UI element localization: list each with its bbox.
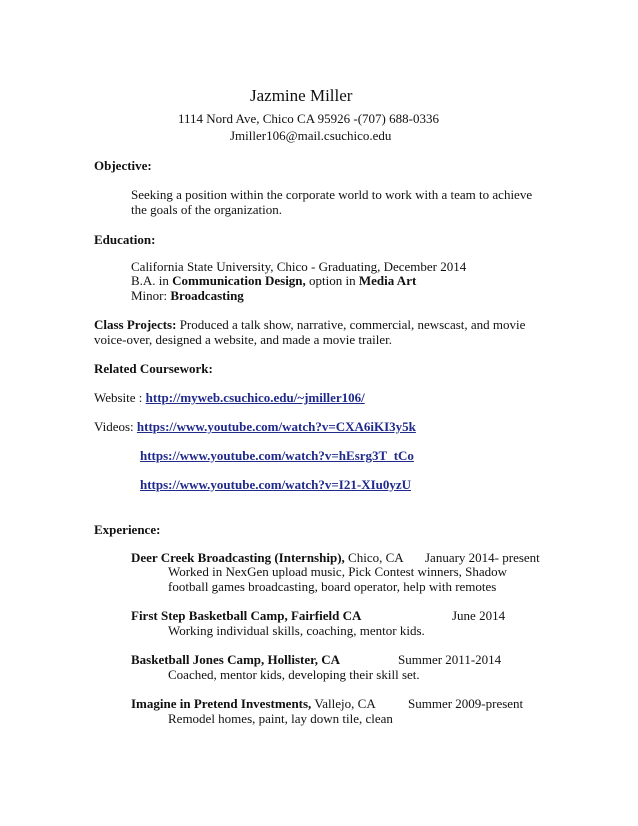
education-degree — [131, 273, 416, 289]
minor-value: Broadcasting — [170, 288, 244, 303]
video-link-2-row — [140, 448, 414, 464]
class-projects-heading: Class Projects: — [94, 317, 177, 332]
job-4-detail-1: Remodel homes, paint, lay down tile, clean — [168, 711, 393, 726]
website-label: Website : — [94, 390, 146, 405]
video-link-1[interactable]: https://www.youtube.com/watch?v=CXA6iKI3y5k — [136, 419, 416, 434]
job-1-detail-2: football games broadcasting, board operator, help with remotes — [168, 579, 497, 594]
education-heading: Education: — [94, 232, 156, 247]
job-1-title: Deer Creek Broadcasting (Internship), — [131, 550, 345, 565]
degree-major: Communication Design, — [172, 273, 306, 288]
resume-name: Jazmine Miller — [250, 86, 353, 105]
job-4-dates: Summer 2009-present — [408, 696, 524, 711]
job-3-detail-1: Coached, mentor kids, developing their skill set. — [168, 667, 420, 682]
job-1-dates: January 2014- present — [425, 550, 540, 565]
experience-heading: Experience: — [94, 522, 161, 537]
job-3-title: Basketball Jones Camp, Hollister, CA — [131, 652, 340, 667]
job-2-title-line — [131, 608, 361, 624]
degree-option-label: option in — [305, 273, 359, 288]
videos-line — [94, 419, 416, 435]
job-2-dates: June 2014 — [452, 608, 506, 623]
job-1-detail-1: Worked in NexGen upload music, Pick Contest winners, Shadow — [168, 564, 508, 579]
education-minor — [131, 288, 244, 304]
education-school: California State University, Chico - Graduating, December 2014 — [131, 259, 467, 274]
job-3-title-line — [131, 652, 340, 668]
email-line: Jmiller106@mail.csuchico.edu — [230, 128, 392, 143]
job-3-dates: Summer 2011-2014 — [398, 652, 502, 667]
objective-line-1: Seeking a position within the corporate world to work with a team to achieve — [131, 187, 533, 202]
minor-label: Minor: — [131, 288, 171, 303]
job-1-location: Chico, CA — [344, 550, 404, 565]
job-4-title: Imagine in Pretend Investments, — [131, 696, 312, 711]
job-2-detail-1: Working individual skills, coaching, mentor kids. — [168, 623, 425, 638]
address-phone-line: 1114 Nord Ave, Chico CA 95926 -(707) 688-0336 — [178, 111, 439, 126]
degree-option-value: Media Art — [358, 273, 417, 288]
class-projects-text-1: Produced a talk show, narrative, commercial, newscast, and movie — [176, 317, 526, 332]
video-link-2[interactable]: https://www.youtube.com/watch?v=hEsrg3T_tCo — [140, 448, 414, 463]
website-line — [94, 390, 365, 406]
class-projects-line-1 — [94, 317, 525, 333]
objective-heading: Objective: — [94, 158, 152, 173]
video-link-3-row — [140, 477, 411, 493]
class-projects-line-2: voice-over, designed a website, and made a movie trailer. — [94, 332, 393, 347]
video-link-3[interactable]: https://www.youtube.com/watch?v=I21-XIu0yzU — [140, 477, 412, 492]
degree-prefix: B.A. in — [131, 273, 173, 288]
videos-label: Videos: — [94, 419, 137, 434]
job-2-title: First Step Basketball Camp, Fairfield CA — [131, 608, 362, 623]
website-link[interactable]: http://myweb.csuchico.edu/~jmiller106/ — [145, 390, 365, 405]
related-coursework-heading: Related Coursework: — [94, 361, 213, 376]
job-4-location: Vallejo, CA — [311, 696, 376, 711]
objective-line-2: the goals of the organization. — [131, 202, 283, 217]
job-4-title-line — [131, 696, 376, 712]
